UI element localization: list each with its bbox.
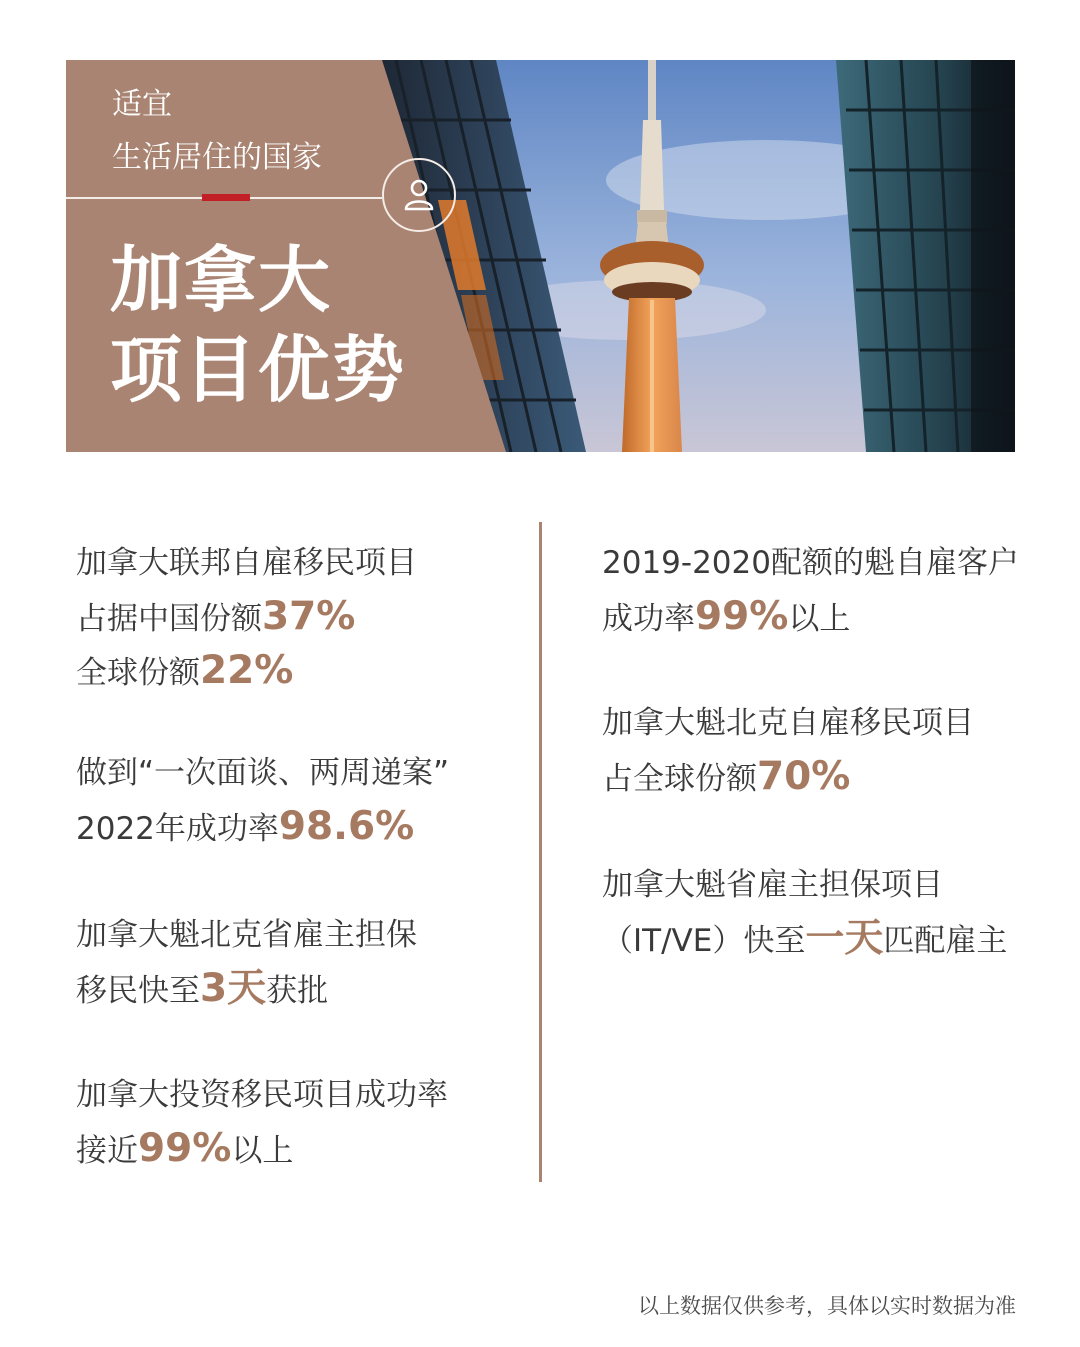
stat-line	[602, 696, 974, 750]
stat-line	[76, 962, 417, 1016]
stat-text: 加拿大魁省雇主担保项目	[602, 867, 943, 903]
stat-line	[602, 750, 974, 804]
stat-line	[76, 746, 449, 800]
stat-text-after: 获批	[266, 973, 329, 1009]
stat-highlight: 一天	[805, 916, 884, 961]
stat-text-after: 以上	[788, 601, 851, 637]
user-icon	[382, 158, 456, 232]
stat-item	[602, 536, 1019, 644]
stat-text: 2019-2020配额的魁自雇客户	[602, 545, 1019, 581]
stat-text: 加拿大投资移民项目成功率	[76, 1077, 448, 1113]
stat-line	[76, 536, 417, 590]
eyebrow-line-1: 适宜	[112, 87, 172, 122]
stat-line	[76, 908, 417, 962]
stat-item	[602, 696, 974, 804]
stat-highlight: 37%	[262, 594, 356, 639]
stat-text: 占据中国份额	[76, 601, 262, 637]
stat-highlight: 3天	[200, 966, 267, 1011]
stat-text: 做到“一次面谈、两周递案”	[76, 755, 450, 791]
stat-text: 成功率	[602, 601, 695, 637]
page-title-line-2: 项目优势	[110, 328, 407, 412]
stat-text-after: 以上	[231, 1133, 294, 1169]
stat-text: 全球份额	[76, 655, 200, 691]
stat-item	[602, 858, 1007, 966]
stat-highlight: 98.6%	[278, 804, 415, 849]
stat-line	[602, 536, 1019, 590]
column-divider	[539, 522, 542, 1182]
stat-text: 占全球份额	[602, 761, 757, 797]
stat-line	[76, 1122, 448, 1176]
stat-line	[76, 590, 417, 644]
stat-text-after: 匹配雇主	[883, 923, 1008, 959]
stat-highlight: 99%	[695, 594, 789, 639]
stat-text: 加拿大魁北克自雇移民项目	[602, 705, 974, 741]
stat-line	[76, 644, 417, 698]
stat-text: 2022年成功率	[76, 811, 279, 847]
stat-line	[602, 858, 1007, 912]
stat-item	[76, 536, 417, 698]
page-title-line-1: 加拿大	[110, 238, 333, 322]
stat-highlight: 70%	[757, 754, 851, 799]
stat-text: 加拿大联邦自雇移民项目	[76, 545, 417, 581]
stat-line	[602, 590, 1019, 644]
stat-item	[76, 746, 449, 854]
stat-text: 加拿大魁北克省雇主担保	[76, 917, 417, 953]
stat-text: 接近	[76, 1133, 138, 1169]
stat-highlight: 22%	[200, 648, 294, 693]
stat-line	[76, 1068, 448, 1122]
stat-highlight: 99%	[138, 1126, 232, 1171]
user-icon-glyph	[399, 175, 439, 215]
stat-text: 移民快至	[76, 973, 200, 1009]
stat-item	[76, 908, 417, 1016]
red-accent-bar	[202, 194, 250, 201]
stat-item	[76, 1068, 448, 1176]
footnote: 以上数据仅供参考，具体以实时数据为准	[638, 1294, 1016, 1318]
stat-text: （IT/VE）快至	[602, 923, 806, 959]
stat-line	[76, 800, 449, 854]
stat-line	[602, 912, 1007, 966]
eyebrow-line-2: 生活居住的国家	[112, 140, 322, 175]
hero-banner	[66, 60, 1015, 452]
